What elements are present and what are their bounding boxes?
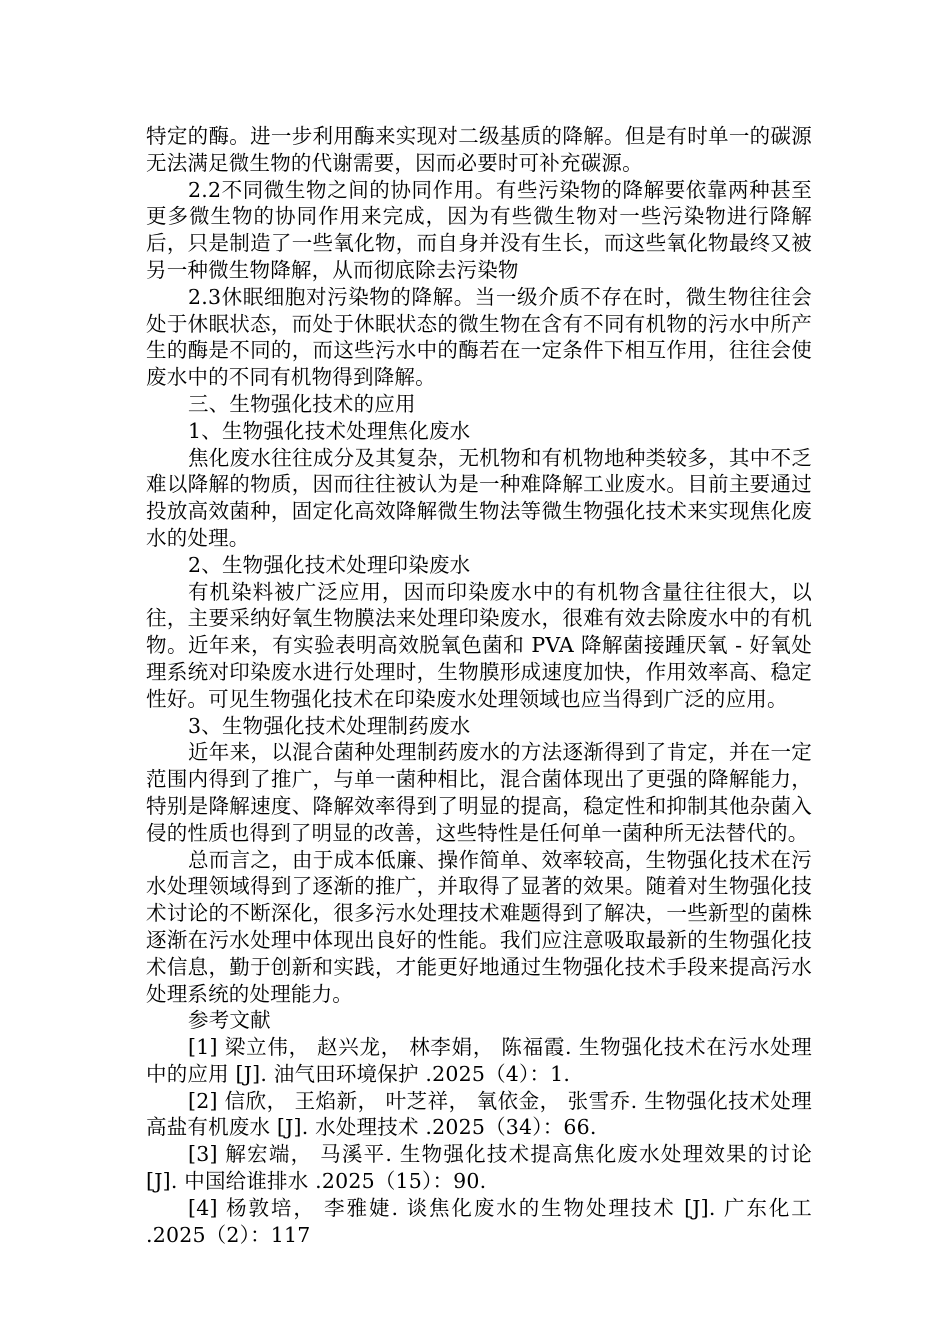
document-body [146, 123, 812, 1248]
paragraph-section-2-3: 2.3休眠细胞对污染物的降解。当一级介质不存在时，微生物往往会处于休眠状态，而处于休眠状态的微生物在含有不同有机物的污水中所产生的酶是不同的，而这些污水中的酶若在一定条件下相互作用，往往会使废水中的不同有机物得到降解。 [146, 284, 812, 390]
subheading-dyeing-wastewater: 2、生物强化技术处理印染废水 [188, 552, 471, 577]
paragraph-dyeing-wastewater: 有机染料被广泛应用，因而印染废水中的有机物含量往往很大，以往，主要采纳好氧生物膜法来处理印染废水，很难有效去除废水中的有机物。近年来，有实验表明高效脱氧色菌和 PVA 降解菌接踵厌氧 - 好氧处理系统对印染废水进行处理时，生物膜形成速度加快，作用效率高、稳定性好。可见生物强化技术在印染废水处理领域也应当得到广泛的应用。 [146, 579, 812, 711]
reference-item-3: [3] 解宏端， 马溪平. 生物强化技术提高焦化废水处理效果的讨论 [J]. 中国给谁排水 .2025（15）：90. [146, 1142, 812, 1194]
reference-item-4: [4] 杨敦培， 李雅婕. 谈焦化废水的生物处理技术 [J]. 广东化工 .2025（2）：117 [146, 1195, 812, 1247]
reference-item-1: [1] 梁立伟， 赵兴龙， 林李娟， 陈福霞. 生物强化技术在污水处理中的应用 [J]. 油气田环境保护 .2025（4）：1. [146, 1035, 812, 1086]
heading-references: 参考文献 [188, 1008, 271, 1033]
subheading-coking-wastewater: 1、生物强化技术处理焦化废水 [188, 418, 471, 443]
paragraph-coking-wastewater: 焦化废水往往成分及其复杂，无机物和有机物地种类较多，其中不乏难以降解的物质，因而往往被认为是一种难降解工业废水。目前主要通过投放高效菌种，固定化高效降解微生物法等微生物强化技术来实现焦化废水的处理。 [146, 445, 812, 550]
paragraph-pharma-wastewater: 近年来，以混合菌种处理制药废水的方法逐渐得到了肯定，并在一定范围内得到了推广，与单一菌种相比，混合菌体现出了更强的降解能力，特别是降解速度、降解效率得到了明显的提高，稳定性和抑制其他杂菌入侵的性质也得到了明显的改善，这些特性是任何单一菌种所无法替代的。 [146, 740, 812, 845]
heading-applications: 三、生物强化技术的应用 [188, 391, 416, 416]
subheading-pharma-wastewater: 3、生物强化技术处理制药废水 [188, 713, 471, 738]
paragraph-section-2-2: 2.2不同微生物之间的协同作用。有些污染物的降解要依靠两种甚至更多微生物的协同作用来完成，因为有些微生物对一些污染物进行降解后，只是制造了一些氧化物，而自身并没有生长，而这些氧化物最终又被另一种微生物降解，从而彻底除去污染物 [146, 177, 812, 282]
reference-item-2: [2] 信欣， 王焰新， 叶芝祥， 氧依金， 张雪乔. 生物强化技术处理高盐有机废水 [J]. 水处理技术 .2025（34）：66. [146, 1088, 812, 1140]
paragraph-continued: 特定的酶。进一步利用酶来实现对二级基质的降解。但是有时单一的碳源无法满足微生物的代谢需要，因而必要时可补充碳源。 [146, 124, 812, 175]
paragraph-conclusion: 总而言之，由于成本低廉、操作简单、效率较高，生物强化技术在污水处理领域得到了逐渐的推广，并取得了显著的效果。随着对生物强化技术讨论的不断深化，很多污水处理技术难题得到了解决，一些新型的菌株逐渐在污水处理中体现出良好的性能。我们应注意吸取最新的生物强化技术信息，勤于创新和实践，才能更好地通过生物强化技术手段来提高污水处理系统的处理能力。 [146, 847, 812, 1006]
